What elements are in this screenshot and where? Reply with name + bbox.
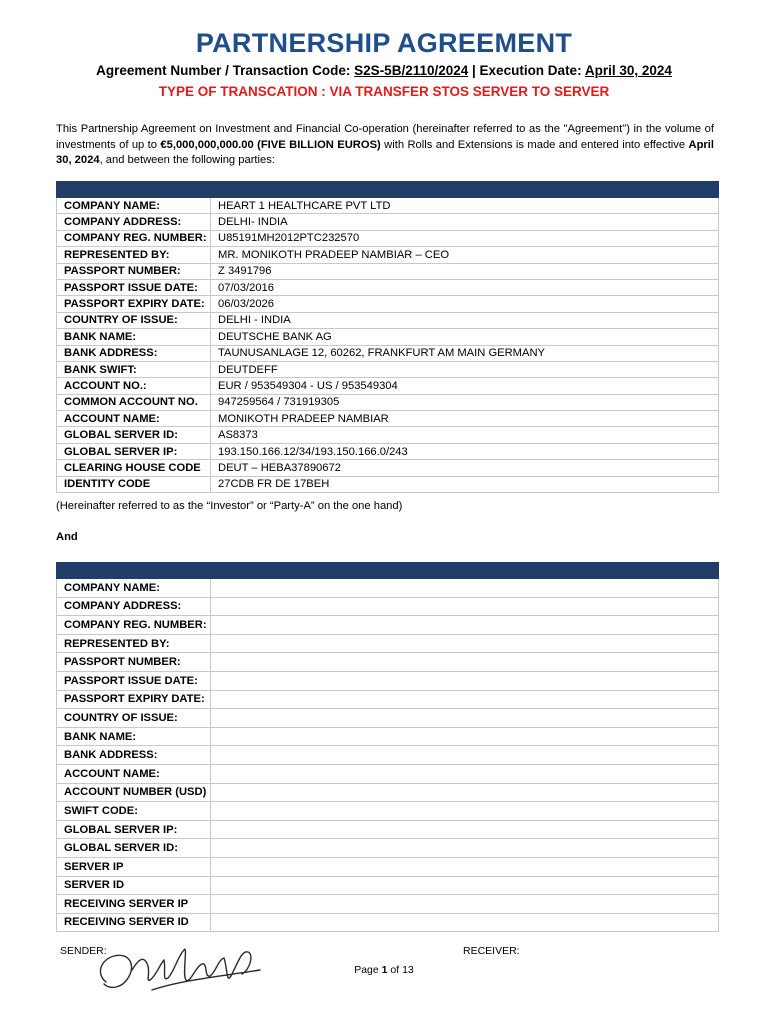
page-word: Page [354,964,382,976]
field-label: IDENTITY CODE [57,476,211,492]
field-value [211,634,719,653]
field-label: RECEIVING SERVER ID [57,913,211,932]
party-b-table-body [57,563,719,932]
and-label: And [56,531,78,543]
party-a-table-header [57,182,719,198]
agreement-info-line [0,63,768,78]
field-value: 07/03/2016 [211,279,719,295]
field-value [211,690,719,709]
page-total: 13 [402,964,414,976]
header-cell [211,563,719,579]
field-label: COMPANY REG. NUMBER: [57,230,211,246]
field-value [211,857,719,876]
intro-text-1: This Partnership Agreement on Investment and Financial Co-operation (hereinafter referred to as the "Agreement") in the volume of investments of up to [56,123,714,151]
field-label: PASSPORT EXPIRY DATE: [57,296,211,312]
field-label: SERVER ID [57,876,211,895]
agreement-number: S2S-5B/2110/2024 [354,63,469,78]
table-row [57,764,719,783]
execution-date-label: | Execution Date: [468,63,585,78]
field-value [211,671,719,690]
field-value [211,783,719,802]
field-value: DEUTDEFF [211,361,719,377]
party-a-table [56,181,719,493]
table-row [57,746,719,765]
field-label: ACCOUNT NAME: [57,411,211,427]
intro-text-2: with Rolls and Extensions is made and entered into effective [380,138,689,151]
field-label: RECEIVING SERVER IP [57,895,211,914]
intro-paragraph [56,122,714,169]
field-value: MR. MONIKOTH PRADEEP NAMBIAR – CEO [211,247,719,263]
intro-amount: €5,000,000,000.00 (FIVE BILLION EUROS) [160,138,381,151]
table-row [57,634,719,653]
table-row [57,427,719,443]
party-b-table-header [57,563,719,579]
table-row [57,230,719,246]
page-number [0,964,768,976]
table-row [57,597,719,616]
field-label: COUNTRY OF ISSUE: [57,709,211,728]
table-row [57,312,719,328]
field-value [211,764,719,783]
table-row [57,296,719,312]
field-value [211,876,719,895]
field-label: ACCOUNT NO.: [57,378,211,394]
field-label: PASSPORT EXPIRY DATE: [57,690,211,709]
field-label: GLOBAL SERVER ID: [57,839,211,858]
intro-date: April 30, 2024 [56,138,714,166]
field-value: U85191MH2012PTC232570 [211,230,719,246]
field-label: BANK NAME: [57,727,211,746]
field-value: AS8373 [211,427,719,443]
field-label: GLOBAL SERVER ID: [57,427,211,443]
field-label: GLOBAL SERVER IP: [57,820,211,839]
field-label: COMPANY NAME: [57,198,211,214]
document-title: PARTNERSHIP AGREEMENT [195,28,573,58]
table-row [57,820,719,839]
field-value [211,579,719,598]
table-row [57,394,719,410]
table-row [57,263,719,279]
field-value: TAUNUSANLAGE 12, 60262, FRANKFURT AM MAIN GERMANY [211,345,719,361]
field-value [211,820,719,839]
field-value: 06/03/2026 [211,296,719,312]
field-label: CLEARING HOUSE CODE [57,460,211,476]
table-row [57,329,719,345]
field-label: COMMON ACCOUNT NO. [57,394,211,410]
table-row [57,443,719,459]
execution-date: April 30, 2024 [584,63,672,78]
field-label: COMPANY REG. NUMBER: [57,616,211,635]
field-value: 947259564 / 731919305 [211,394,719,410]
field-value [211,895,719,914]
field-value: 193.150.166.12/34/193.150.166.0/243 [211,443,719,459]
page-current: 1 [381,964,388,976]
field-label: BANK ADDRESS: [57,746,211,765]
field-value [211,727,719,746]
table-row [57,895,719,914]
party-a-note: (Hereinafter referred to as the “Investor” or “Party-A” on the one hand) [56,500,403,512]
table-row [57,378,719,394]
field-label: COMPANY ADDRESS: [57,214,211,230]
field-value: DEUTSCHE BANK AG [211,329,719,345]
field-label: REPRESENTED BY: [57,634,211,653]
field-label: SWIFT CODE: [57,802,211,821]
field-label: BANK ADDRESS: [57,345,211,361]
field-label: COMPANY NAME: [57,579,211,598]
table-row [57,616,719,635]
table-row [57,279,719,295]
table-row [57,671,719,690]
table-row [57,411,719,427]
field-value [211,913,719,932]
table-row [57,460,719,476]
field-label: ACCOUNT NAME: [57,764,211,783]
field-value: MONIKOTH PRADEEP NAMBIAR [211,411,719,427]
table-row [57,214,719,230]
field-label: COMPANY ADDRESS: [57,597,211,616]
party-b-table [56,562,719,932]
field-label: PASSPORT NUMBER: [57,653,211,672]
field-value [211,802,719,821]
field-label: BANK SWIFT: [57,361,211,377]
table-row [57,579,719,598]
table-row [57,690,719,709]
page-of: of [387,964,403,976]
field-label: PASSPORT ISSUE DATE: [57,671,211,690]
field-label: PASSPORT NUMBER: [57,263,211,279]
field-value: DELHI - INDIA [211,312,719,328]
receiver-label: RECEIVER: [463,945,520,957]
header-cell [57,563,211,579]
field-label: REPRESENTED BY: [57,247,211,263]
table-row [57,345,719,361]
table-row [57,839,719,858]
field-value: DEUT – HEBA37890672 [211,460,719,476]
table-row [57,247,719,263]
field-label: GLOBAL SERVER IP: [57,443,211,459]
party-a-table-body [57,182,719,493]
field-label: COUNTRY OF ISSUE: [57,312,211,328]
table-row [57,913,719,932]
field-label: SERVER IP [57,857,211,876]
table-row [57,198,719,214]
field-value: DELHI- INDIA [211,214,719,230]
field-value [211,616,719,635]
field-value: Z 3491796 [211,263,719,279]
header-cell [211,182,719,198]
agreement-number-label: Agreement Number / Transaction Code: [96,63,355,78]
field-value [211,839,719,858]
table-row [57,783,719,802]
intro-text-3: , and between the following parties: [99,154,275,166]
field-value [211,597,719,616]
table-row [57,802,719,821]
header-cell [57,182,211,198]
field-value: HEART 1 HEALTHCARE PVT LTD [211,198,719,214]
field-value [211,746,719,765]
field-value [211,653,719,672]
field-value: 27CDB FR DE 17BEH [211,476,719,492]
table-row [57,857,719,876]
table-row [57,476,719,492]
field-value: EUR / 953549304 - US / 953549304 [211,378,719,394]
sender-label: SENDER: [60,945,107,957]
table-row [57,727,719,746]
table-row [57,653,719,672]
field-label: BANK NAME: [57,329,211,345]
field-value [211,709,719,728]
transaction-type: TYPE OF TRANSCATION : VIA TRANSFER STOS SERVER TO SERVER [158,84,610,99]
field-label: PASSPORT ISSUE DATE: [57,279,211,295]
table-row [57,709,719,728]
field-label: ACCOUNT NUMBER (USD) [57,783,211,802]
table-row [57,361,719,377]
table-row [57,876,719,895]
